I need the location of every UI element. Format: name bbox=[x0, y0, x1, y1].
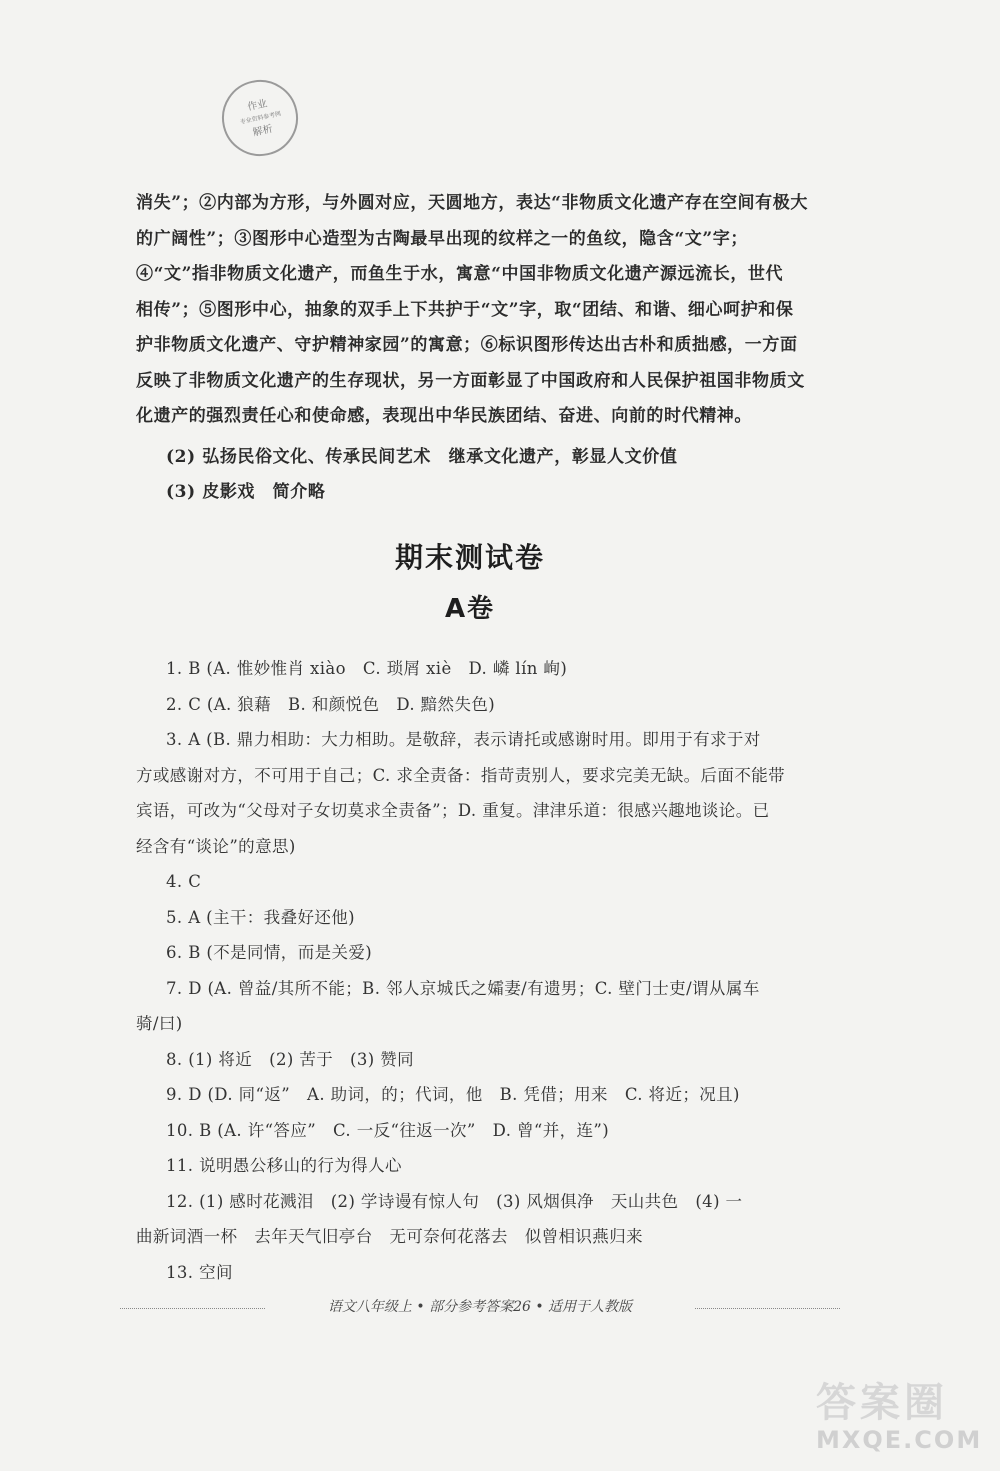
intro-line: 护非物质文化遗产、守护精神家园”的寓意；⑥标识图形传达出古朴和质拙感，一方面 bbox=[136, 335, 798, 355]
answer-line: 10. B (A. 许“答应” C. 一反“往返一次” D. 曾“并，连”) bbox=[166, 1120, 610, 1140]
answer-item-2: (2) 弘扬民俗文化、传承民间艺术 继承文化遗产，彰显人文价值 bbox=[166, 447, 678, 467]
answer-line: 6. B (不是同情，而是关爱) bbox=[166, 943, 373, 962]
answers-list bbox=[136, 651, 836, 1290]
intro-line: ④“文”指非物质文化遗产，而鱼生于水，寓意“中国非物质文化遗产源远流长，世代 bbox=[136, 264, 784, 284]
intro-line: 相传”；⑤图形中心，抽象的双手上下共护于“文”字，取“团结、和谐、细心呵护和保 bbox=[136, 299, 794, 320]
answer-line: 方或感谢对方，不可用于自己；C. 求全责备：指苛责别人，要求完美无缺。后面不能带 bbox=[136, 765, 786, 785]
answer-line: 1. B (A. 惟妙惟肖 xiào C. 琐屑 xiè D. 嶙 lín 峋) bbox=[166, 659, 568, 678]
stamp-seal bbox=[215, 73, 305, 163]
section-title: A卷 bbox=[444, 594, 496, 624]
answer-line: 9. D (D. 同“返” A. 助词，的；代词，他 B. 凭借；用来 C. 将近；况且) bbox=[166, 1085, 740, 1104]
answer-line: 13. 空间 bbox=[166, 1262, 233, 1282]
intro-paragraph bbox=[136, 186, 831, 435]
watermark-url: MXQE.COM bbox=[816, 1426, 983, 1454]
stamp-line-2: 专业资料参考网 bbox=[238, 109, 281, 126]
answer-line: 5. A (主干：我叠好还他) bbox=[166, 907, 356, 927]
answer-line: 4. C bbox=[166, 872, 202, 891]
answer-line: 宾语，可改为“父母对子女切莫求全责备”；D. 重复。津津乐道：很感兴趣地谈论。已 bbox=[136, 801, 770, 820]
intro-line: 的广阔性”；③图形中心造型为古陶最早出现的纹样之一的鱼纹，隐含“文”字； bbox=[136, 228, 748, 249]
answer-line: 11. 说明愚公移山的行为得人心 bbox=[166, 1156, 402, 1175]
answer-line: 骑/曰) bbox=[136, 1014, 183, 1033]
stamp-line-1: 作业 bbox=[246, 97, 269, 113]
watermark-logo: 答案圈 bbox=[816, 1380, 948, 1426]
answer-line: 2. C (A. 狼藉 B. 和颜悦色 D. 黯然失色) bbox=[166, 694, 496, 714]
answer-line: 8. (1) 将近 (2) 苦于 (3) 赞同 bbox=[166, 1049, 415, 1069]
answer-line: 3. A (B. 鼎力相助：大力相助。是敬辞，表示请托或感谢时用。即用于有求于对 bbox=[166, 730, 761, 749]
stamp-line-3: 解析 bbox=[251, 123, 274, 139]
answer-item-3: (3) 皮影戏 简介略 bbox=[166, 482, 326, 502]
watermark bbox=[816, 1380, 986, 1462]
footer-divider-left bbox=[120, 1308, 265, 1309]
page-title: 期末测试卷 bbox=[394, 541, 545, 574]
footer-text: 语文八年级上 • 部分参考答案26 • 适用于人教版 bbox=[327, 1299, 633, 1315]
answer-line: 经含有“谈论”的意思) bbox=[136, 836, 296, 856]
footer-divider-right bbox=[695, 1308, 840, 1309]
answer-line: 7. D (A. 曾益/其所不能；B. 邻人京城氏之孀妻/有遗男；C. 壁门士吏/谓从属车 bbox=[166, 978, 760, 998]
page-footer bbox=[120, 1296, 840, 1320]
intro-line: 反映了非物质文化遗产的生存现状，另一方面彰显了中国政府和人民保护祖国非物质文 bbox=[136, 370, 805, 391]
answer-line: 12. (1) 感时花溅泪 (2) 学诗谩有惊人句 (3) 风烟俱净 天山共色 (4) 一 bbox=[166, 1191, 743, 1211]
answer-line: 曲新词酒一杯 去年天气旧亭台 无可奈何花落去 似曾相识燕归来 bbox=[136, 1227, 643, 1246]
intro-line: 化遗产的强烈责任心和使命感，表现出中华民族团结、奋进、向前的时代精神。 bbox=[136, 406, 752, 426]
intro-line: 消失”；②内部为方形，与外圆对应，天圆地方，表达“非物质文化遗产存在空间有极大 bbox=[136, 193, 808, 213]
